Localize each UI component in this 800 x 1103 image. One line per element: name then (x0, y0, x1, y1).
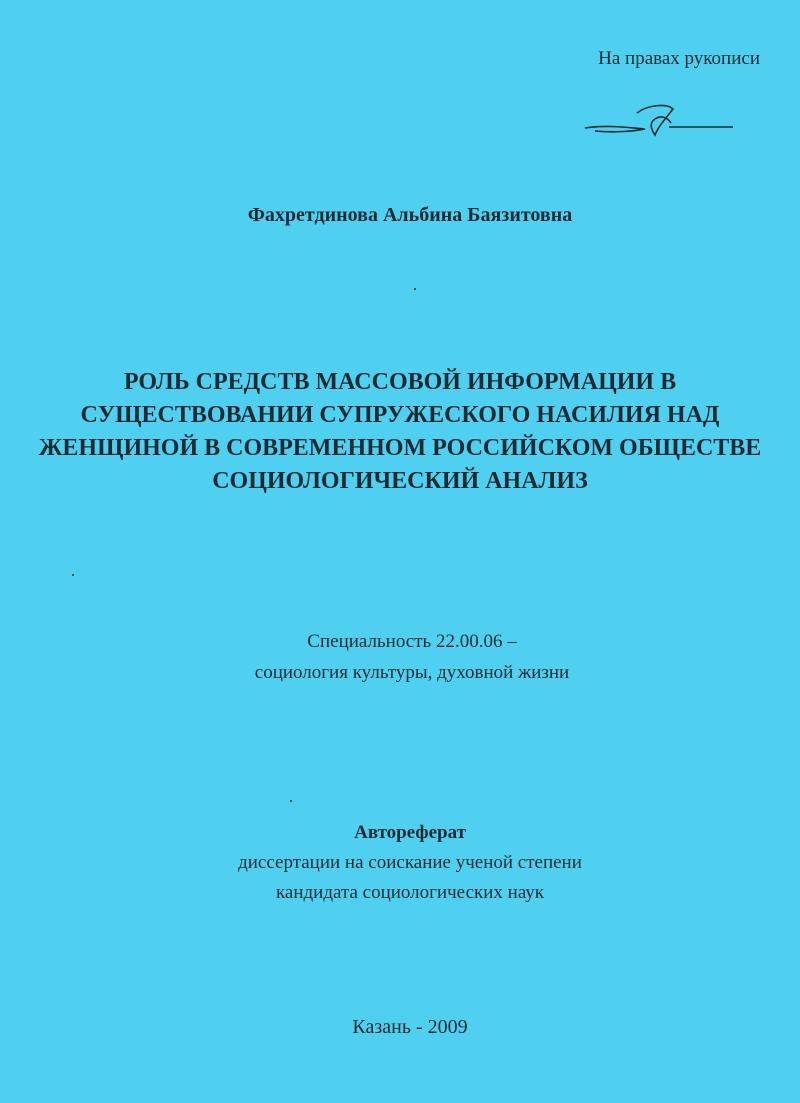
rights-note: На правах рукописи (598, 48, 760, 69)
abstract-line: кандидата социологических наук (275, 882, 545, 903)
abstract-block (10, 818, 800, 908)
specialty-block (12, 626, 800, 688)
abstract-heading: Автореферат (354, 822, 466, 843)
title-line: ЖЕНЩИНОЙ В СОВРЕМЕННОМ РОССИЙСКОМ ОБЩЕСТВЕ (38, 435, 762, 461)
paper-speck (414, 288, 416, 290)
handwritten-signature (575, 95, 735, 145)
author-name: Фахретдинова Альбина Баязитовна (247, 204, 573, 226)
specialty-name: социология культуры, духовной жизни (254, 662, 570, 683)
title-line: СОЦИОЛОГИЧЕСКИЙ АНАЛИЗ (212, 468, 588, 494)
paper-speck (72, 574, 74, 576)
specialty-code: Специальность 22.00.06 – (307, 631, 517, 652)
dissertation-title (0, 366, 800, 498)
title-line: СУЩЕСТВОВАНИИ СУПРУЖЕСКОГО НАСИЛИЯ НАД (80, 402, 720, 428)
title-line: РОЛЬ СРЕДСТВ МАССОВОЙ ИНФОРМАЦИИ В (123, 369, 677, 395)
city-year: Казань - 2009 (352, 1016, 468, 1038)
abstract-line: диссертации на соискание ученой степени (238, 852, 582, 873)
paper-speck (290, 800, 292, 802)
